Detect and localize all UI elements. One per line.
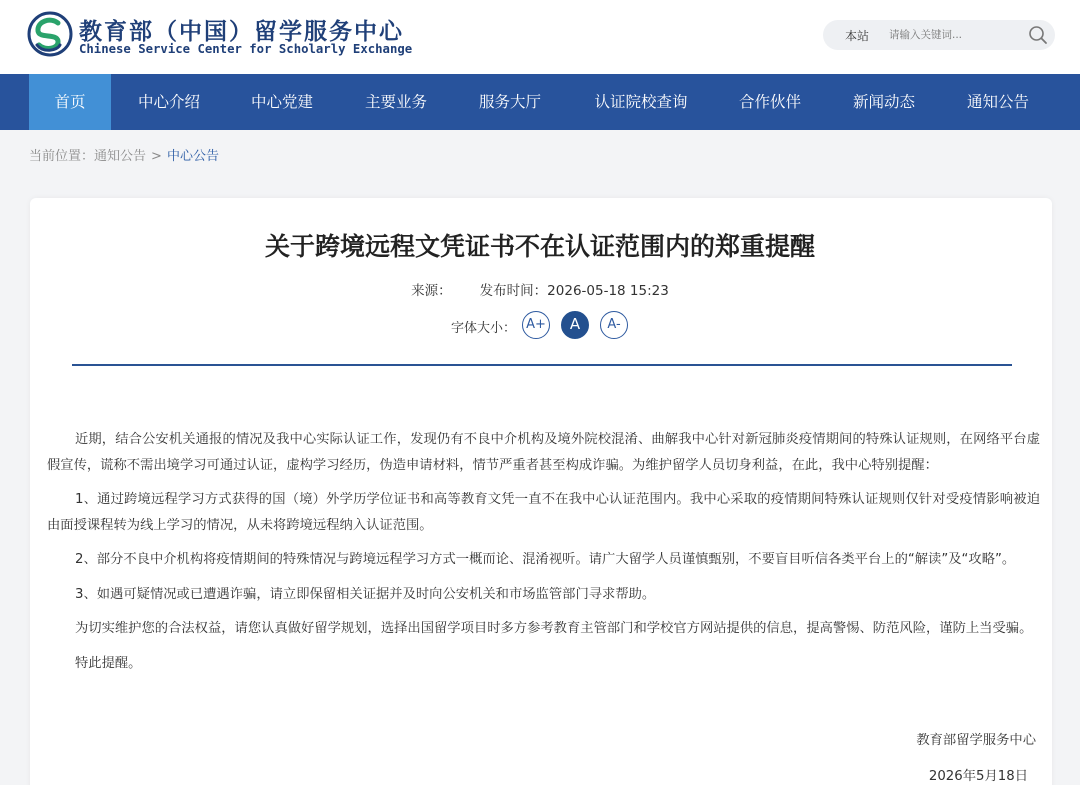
breadcrumb-parent[interactable]: 通知公告	[94, 149, 147, 164]
article-paragraph: 近期，结合公安机关通报的情况及我中心实际认证工作，发现仍有不良中介机构及境外院校混淆、曲解我中心针对新冠肺炎疫情期间的特殊认证规则，在网络平台虚假宣传，谎称不需出境学习可通过认证，虚构学习经历，伪造申请材料，情节严重者甚至构成诈骗。为维护留学人员切身利益，在此，我中心特别提醒：	[47, 432, 1040, 473]
logo-chinese-name: 教育部（中国）留学服务中心	[79, 18, 404, 45]
title-divider	[72, 364, 1012, 366]
nav-item-partners[interactable]: 合作伙伴	[738, 93, 801, 111]
site-logo[interactable]	[27, 11, 413, 59]
search-box	[823, 20, 1055, 50]
article-paragraph: 为切实维护您的合法权益，请您认真做好留学规划，选择出国留学项目时多方参考教育主管部门和学校官方网站提供的信息，提高警惕、防范风险，谨防上当受骗。	[75, 621, 1033, 636]
nav-item-home[interactable]: 首页	[29, 74, 111, 130]
breadcrumb	[29, 145, 219, 164]
article-body	[47, 427, 1040, 685]
font-increase-button[interactable]: A+	[522, 311, 550, 339]
article-date: 2026年5月18日	[928, 769, 1028, 784]
nav-item-business[interactable]: 主要业务	[364, 93, 427, 111]
article-paragraph: 3、如遇可疑情况或已遭遇诈骗，请立即保留相关证据并及时向公安机关和市场监管部门寻求帮助。	[75, 586, 656, 602]
breadcrumb-prefix: 当前位置：	[29, 149, 95, 164]
font-size-label: 字体大小：	[451, 321, 517, 336]
nav-item-news[interactable]: 新闻动态	[852, 93, 915, 111]
font-decrease-button[interactable]: A-	[600, 311, 628, 339]
cssce-logo-icon	[27, 11, 73, 57]
article-title: 关于跨境远程文凭证书不在认证范围内的郑重提醒	[264, 232, 815, 261]
search-scope[interactable]: 本站	[845, 29, 870, 43]
font-size-control	[451, 311, 651, 339]
breadcrumb-separator: >	[151, 149, 162, 164]
font-default-button[interactable]: A	[561, 311, 589, 339]
article-meta	[0, 279, 1080, 299]
nav-item-notices[interactable]: 通知公告	[966, 93, 1029, 111]
site-header	[0, 0, 1080, 74]
nav-item-service-hall[interactable]: 服务大厅	[478, 93, 541, 111]
article-paragraph: 1、通过跨境远程学习方式获得的国（境）外学历学位证书和高等教育文凭一直不在我中心认证范围内。我中心采取的疫情期间特殊认证规则仅针对受疫情影响被迫由面授课程转为线上学习的情况，从未将跨境远程纳入认证范围。	[47, 492, 1040, 533]
article-paragraph: 特此提醒。	[75, 655, 142, 671]
nav-item-party[interactable]: 中心党建	[250, 93, 313, 111]
published-label: 发布时间：	[479, 283, 548, 299]
nav-item-institution-query[interactable]: 认证院校查询	[594, 93, 688, 111]
search-icon[interactable]	[1028, 25, 1048, 45]
search-input[interactable]	[889, 25, 1019, 45]
logo-english-name: Chinese Service Center for Scholarly Exchange	[79, 42, 413, 56]
source-label: 来源：	[411, 283, 452, 299]
article-paragraph: 2、部分不良中介机构将疫情期间的特殊情况与跨境远程学习方式一概而论、混淆视听。请广大留学人员谨慎甄别，不要盲目听信各类平台上的“解读”及“攻略”。	[75, 552, 1016, 567]
nav-item-about[interactable]: 中心介绍	[137, 93, 200, 111]
breadcrumb-current[interactable]: 中心公告	[166, 149, 219, 164]
main-nav	[0, 74, 1080, 130]
published-time: 2026-05-18 15:23	[547, 283, 669, 299]
article-signature: 教育部留学服务中心	[916, 733, 1036, 748]
